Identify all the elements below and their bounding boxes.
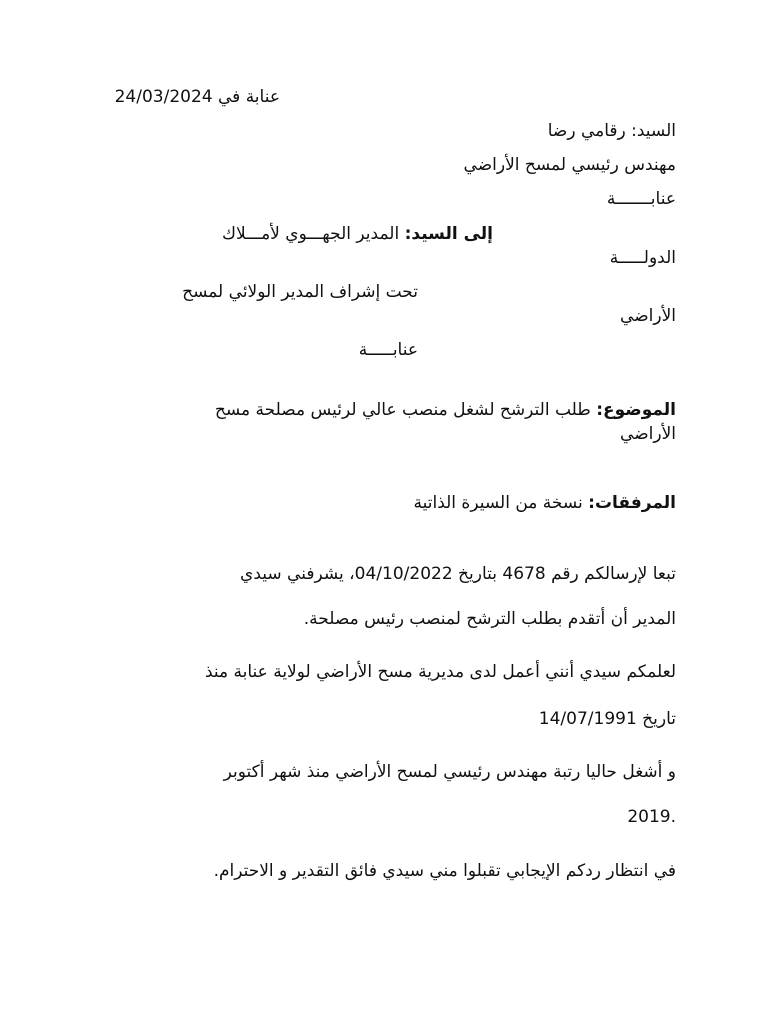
recipient-line-5: عنابـــــة bbox=[358, 340, 418, 360]
recipient-title: المدير الجهـــوي لأمـــلاك bbox=[221, 224, 400, 244]
recipient-line-2: الدولـــــة bbox=[609, 248, 676, 268]
attachments-label: المرفقات: bbox=[588, 493, 676, 513]
body-p1-line-1: تبعا لإرسالكم رقم 4678 بتاريخ 04/10/2022، يشرفني سيدي bbox=[240, 564, 676, 584]
body-p3-line-2: 2019. bbox=[627, 807, 676, 827]
body-p2-line-1: لعلمكم سيدي أنني أعمل لدى مديرية مسح الأراضي لولاية عنابة منذ bbox=[204, 662, 676, 682]
subject-line-2: الأراضي bbox=[620, 424, 676, 444]
body-p1-line-2: المدير أن أتقدم بطلب الترشح لمنصب رئيس مصلحة. bbox=[303, 609, 676, 629]
subject-text: طلب الترشح لشغل منصب عالي لرئيس مصلحة مسح bbox=[214, 400, 591, 420]
body-p3-line-1: و أشغل حاليا رتبة مهندس رئيسي لمسح الأراضي منذ شهر أكتوبر bbox=[223, 762, 676, 782]
sender-city: عنابـــــــة bbox=[606, 189, 676, 209]
sender-name: السيد: رقامي رضا bbox=[547, 121, 676, 141]
attachments-text: نسخة من السيرة الذاتية bbox=[413, 493, 583, 513]
recipient-line-1 bbox=[222, 224, 493, 244]
subject-label: الموضوع: bbox=[596, 400, 676, 420]
attachments-line bbox=[414, 493, 677, 513]
sender-title: مهندس رئيسي لمسح الأراضي bbox=[463, 155, 676, 175]
place-date: عنابة في 24/03/2024 bbox=[114, 87, 280, 107]
subject-line-1 bbox=[215, 400, 676, 420]
closing-line: في انتظار ردكم الإيجابي تقبلوا مني سيدي فائق التقدير و الاحترام. bbox=[213, 861, 676, 881]
recipient-line-3: تحت إشراف المدير الولائي لمسح bbox=[182, 282, 418, 302]
recipient-line-4: الأراضي bbox=[620, 306, 676, 326]
body-p2-line-2: تاريخ 14/07/1991 bbox=[538, 709, 676, 729]
recipient-label: إلى السيد: bbox=[404, 224, 493, 244]
